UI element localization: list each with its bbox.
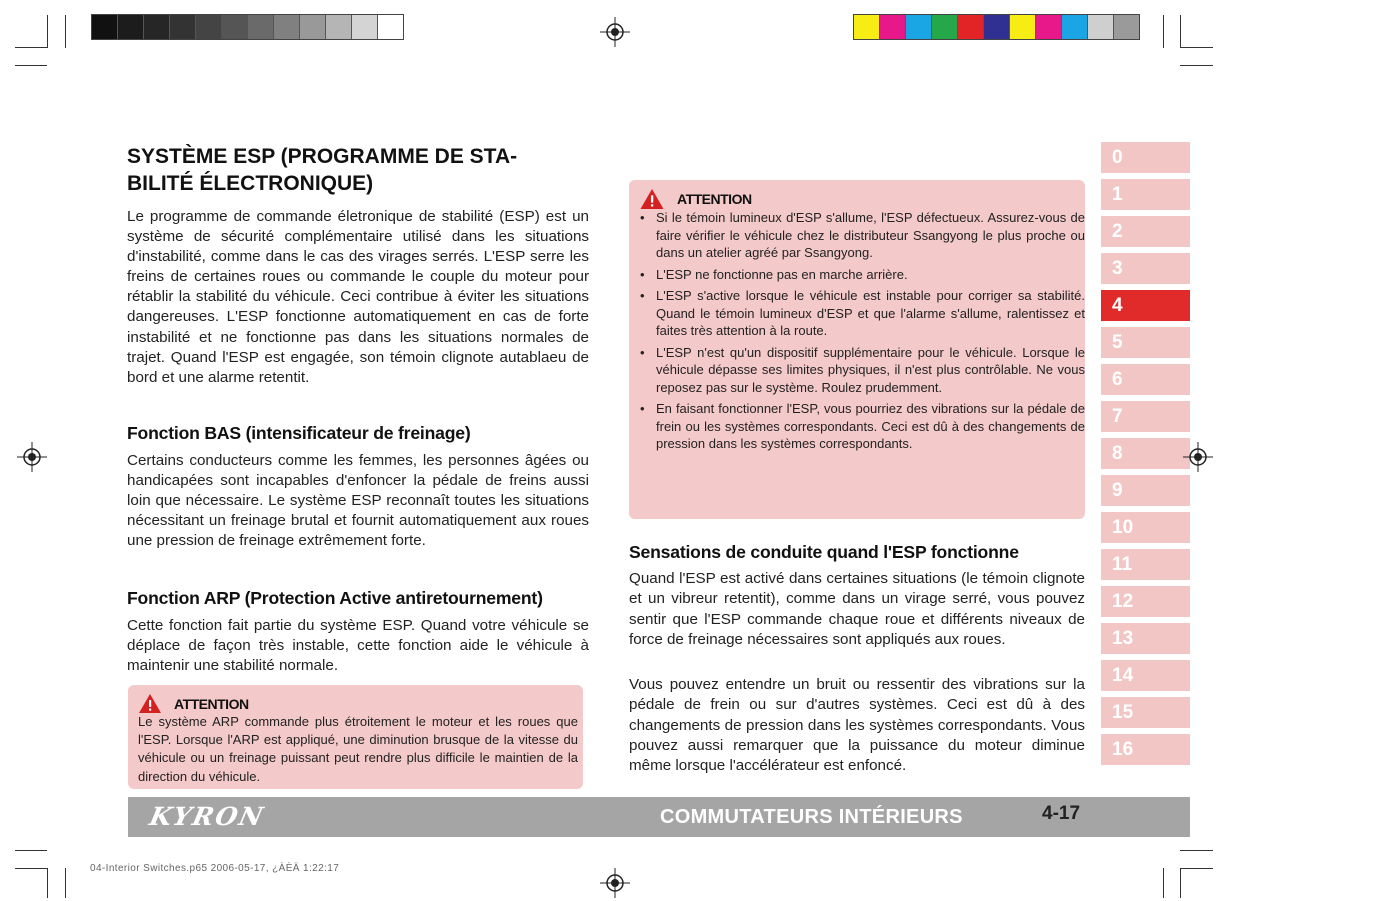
crop-mark xyxy=(15,47,47,48)
crop-mark xyxy=(15,850,47,851)
sensations-paragraph-1: Quand l'ESP est activé dans certaines situations (le témoin clignote et un vibreur retentit), comme dans un virage serré, vous pouvez sentir que l'ESP commande chaque roue et différents niveaux de force de freinage nécessaires sont appliqués aux roues. xyxy=(629,570,1085,648)
chapter-tab-9[interactable]: 9 xyxy=(1101,475,1190,506)
section-title: COMMUTATEURS INTÉRIEURS xyxy=(660,806,963,828)
arp-paragraph: Cette fonction fait partie du système ESP. Quand votre véhicule se déplace de façon très instable, cette fonction aide le véhicule à maintenir une stabilité normale. xyxy=(127,617,589,675)
kyron-logo: KYRON xyxy=(146,802,268,831)
chapter-tab-16[interactable]: 16 xyxy=(1101,734,1190,765)
attention-title: ATTENTION xyxy=(174,695,249,712)
attention-box-esp xyxy=(629,180,1085,519)
attention-text: Le système ARP commande plus étroitement le moteur et les roues que l'ESP. Lorsque l'ARP est appliqué, une diminution brusque de la vitesse du véhicule ou un freinage puissant peut rendre plus difficile le maintien de la direction du véhicule. xyxy=(138,714,578,784)
crop-mark xyxy=(1163,868,1164,898)
chapter-tab-13[interactable]: 13 xyxy=(1101,623,1190,654)
grayscale-color-bar xyxy=(91,14,404,40)
attention-box-arp xyxy=(128,685,583,789)
chapter-tab-4[interactable]: 4 xyxy=(1101,290,1190,321)
bas-paragraph: Certains conducteurs comme les femmes, les personnes âgées ou handicapées sont incapables d'enfoncer la pédale de freins aussi loin que nécessaire. Le système ESP reconnaît toutes les situations nécessitant un freinage brutal et fournit automatiquement aux roues une pression de freinage extrêmement forte. xyxy=(127,452,589,550)
registration-mark-icon xyxy=(600,17,630,47)
crop-mark xyxy=(1180,850,1213,851)
crop-mark xyxy=(15,868,47,869)
color-calibration-bar xyxy=(853,14,1140,40)
chapter-tab-12[interactable]: 12 xyxy=(1101,586,1190,617)
arp-heading: Fonction ARP (Protection Active antiretournement) xyxy=(127,588,543,608)
chapter-tab-7[interactable]: 7 xyxy=(1101,401,1190,432)
attention-header xyxy=(138,693,249,714)
crop-mark xyxy=(1163,15,1164,48)
registration-mark-icon xyxy=(1183,442,1213,472)
attention-title: ATTENTION xyxy=(677,191,752,207)
chapter-tab-1[interactable]: 1 xyxy=(1101,179,1190,210)
bas-heading: Fonction BAS (intensificateur de freinage) xyxy=(127,423,471,443)
chapter-tab-0[interactable]: 0 xyxy=(1101,142,1190,173)
crop-mark xyxy=(65,15,66,48)
chapter-tab-5[interactable]: 5 xyxy=(1101,327,1190,358)
crop-mark xyxy=(65,868,66,898)
crop-mark xyxy=(1180,15,1181,48)
page-number: 4-17 xyxy=(1042,803,1081,824)
chapter-tab-11[interactable]: 11 xyxy=(1101,549,1190,580)
list-item: • L'ESP s'active lorsque le véhicule est instable pour corriger sa stabilité. Quand le témoin lumineux d'ESP et que l'alarme s'allume, ralentissez et faites très attention à la route. xyxy=(640,288,1085,338)
list-item: • L'ESP ne fonctionne pas en marche arrière. xyxy=(640,266,908,282)
warning-triangle-icon xyxy=(639,188,665,210)
warning-triangle-icon xyxy=(138,693,162,714)
chapter-tab-3[interactable]: 3 xyxy=(1101,253,1190,284)
chapter-tab-15[interactable]: 15 xyxy=(1101,697,1190,728)
chapter-tab-6[interactable]: 6 xyxy=(1101,364,1190,395)
chapter-tabs xyxy=(1101,142,1190,771)
print-slug: 04-Interior Switches.p65 2006-05-17, ¿ÀÈÄ 1:22:17 xyxy=(90,863,340,874)
crop-mark xyxy=(15,65,47,66)
crop-mark xyxy=(1180,65,1213,66)
registration-mark-icon xyxy=(17,442,47,472)
chapter-tab-10[interactable]: 10 xyxy=(1101,512,1190,543)
chapter-tab-8[interactable]: 8 xyxy=(1101,438,1190,469)
attention-header xyxy=(639,188,752,210)
esp-intro-paragraph: Le programme de commande életronique de stabilité (ESP) est un système de sécurité complémentaire utilisé dans les situations d'instabilité, comme dans le cas des virages serrés. L'ESP serre les freins de certaines roues ou commande le couple du moteur pour rétablir la stabilité du véhicule. Ceci contribue à éviter les situations dangereuses. L'ESP fonctionne automatiquement en cas de forte instabilité et ne fonctionne pas dans les situations normales de trajet. Quand l'ESP est engagée, son témoin clignote autablaeu de bord et une alarme retentit. xyxy=(127,208,589,386)
crop-mark xyxy=(47,868,48,898)
page-title: SYSTÈME ESP (PROGRAMME DE STA- BILITÉ ÉLECTRONIQUE) xyxy=(127,145,518,195)
footer-band xyxy=(128,797,1190,837)
list-item: • Si le témoin lumineux d'ESP s'allume, l'ESP défectueux. Assurez-vous de faire vérifier le véhicule chez le distributeur Ssangyong le plus proche ou dans un atelier agréé par Ssangyong. xyxy=(640,210,1085,260)
crop-mark xyxy=(1180,868,1213,869)
list-item: • En faisant fonctionner l'ESP, vous pourriez des vibrations sur la pédale de frein ou les systèmes correspondants. Ceci est dû à des changements de pression dans les systèmes correspondants. xyxy=(640,401,1085,451)
crop-mark xyxy=(1180,47,1213,48)
crop-mark xyxy=(47,15,48,48)
sensations-heading: Sensations de conduite quand l'ESP fonctionne xyxy=(629,542,1019,562)
list-item: • L'ESP n'est qu'un dispositif supplémentaire pour le véhicule. Lorsque le véhicule dépasse ses limites physiques, il n'est plus contrôlable. Ne vous reposez pas sur le système. Roulez prudemment. xyxy=(640,344,1085,395)
chapter-tab-2[interactable]: 2 xyxy=(1101,216,1190,247)
attention-list xyxy=(637,209,1085,457)
registration-mark-icon xyxy=(600,868,630,898)
sensations-paragraph-2: Vous pouvez entendre un bruit ou ressentir des vibrations sur la pédale de frein ou sur d'autres systèmes. Ceci est dû à des changements de pression dans les systèmes correspondants. Vous pouvez aussi remarquer que la puissance du moteur diminue même lorsque l'accélérateur est enfoncé. xyxy=(629,676,1085,775)
crop-mark xyxy=(1180,868,1181,898)
chapter-tab-14[interactable]: 14 xyxy=(1101,660,1190,691)
